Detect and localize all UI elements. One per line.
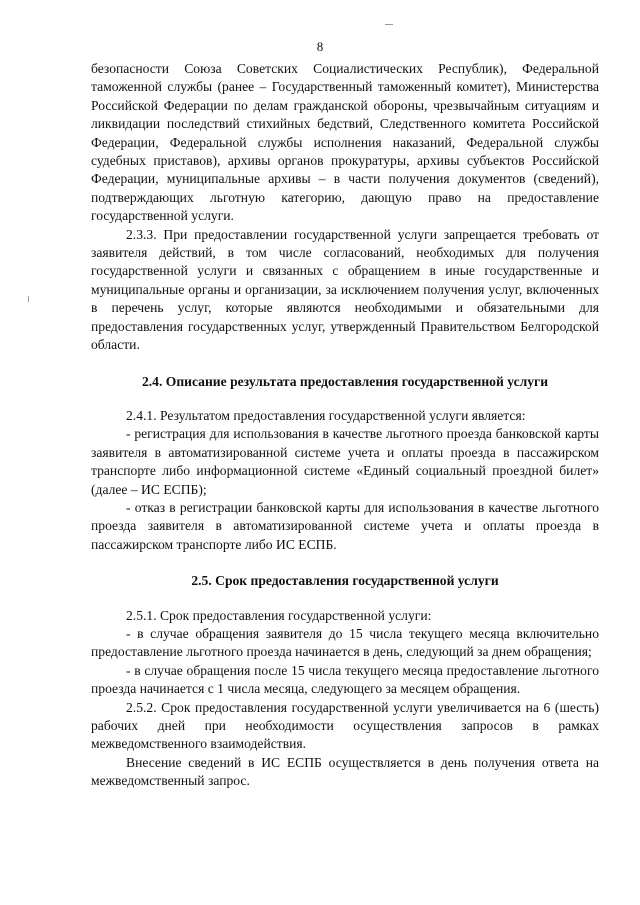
page-number: 8 [316, 39, 324, 54]
paragraph-before-15th: - в случае обращения заявителя до 15 числа текущего месяца включительно предоставление льготного проезда начинается в день, следующий за днем обращения; [91, 625, 599, 660]
section-heading-2-4: 2.4. Описание результата предоставления государственной услуги [141, 373, 549, 389]
paragraph-2-3-3: 2.3.3. При предоставлении государственной услуги запрещается требовать от заявителя действий, в том числе согласований, необходимых для получения государственной услуги и связанных с обращением в иные государственные и муниципальные органы и организации, за исключением получения услуг, включенных в перечень услуг, которые являются необходимыми и обязательными для предоставления государственных услуг, утвержденный Правительством Белгородской области. [91, 226, 599, 353]
paragraph-2-4-1: 2.4.1. Результатом предоставления государственной услуги является: [126, 407, 526, 423]
paragraph-result-refusal: - отказ в регистрации банковской карты для использования в качестве льготного проезда заявителя в автоматизированной системе учета и оплаты проезда в пассажирском транспорте либо ИС ЕСПБ. [91, 499, 599, 552]
paragraph-2-5-2: 2.5.2. Срок предоставления государственной услуги увеличивается на 6 (шесть) рабочих дней при необходимости осуществления запросов в рамках межведомственного взаимодействия. [91, 699, 599, 752]
section-heading-2-5: 2.5. Срок предоставления государственной услуги [191, 573, 499, 589]
paragraph-espb-entry: Внесение сведений в ИС ЕСПБ осуществляется в день получения ответа на межведомственный запрос. [91, 754, 599, 789]
scan-mark [385, 24, 393, 25]
paragraph-after-15th: - в случае обращения после 15 числа текущего месяца предоставление льготного проезда начинается с 1 числа месяца, следующего за месяцем обращения. [91, 662, 599, 697]
paragraph-result-registration: - регистрация для использования в качестве льготного проезда банковской карты заявителя в автоматизированной системе учета и оплаты проезда в пассажирском транспорте либо информационной системе «Единый социальный проездной билет» (далее – ИС ЕСПБ); [91, 426, 599, 497]
paragraph-archives-list: безопасности Союза Советских Социалистических Республик), Федеральной таможенной службы (ранее – Государственный таможенный комитет), Министерства Российской Федерации по делам гражданской обороны, чрезвычайным ситуациям и ликвидации последствий стихийных бедствий, Следственного комитета Российской Федерации, Федеральной службы исполнения наказаний, Федеральной службы судебных приставов), архивы органов прокуратуры, архивы субъектов Российской Федерации, муниципальные архивы – в части получения документов (сведений), подтверждающих льготную категорию, дающую право на предоставление государственной услуги. [91, 61, 599, 224]
document-body [91, 60, 599, 791]
scan-mark [28, 296, 29, 302]
paragraph-2-5-1: 2.5.1. Срок предоставления государственной услуги: [126, 607, 432, 623]
